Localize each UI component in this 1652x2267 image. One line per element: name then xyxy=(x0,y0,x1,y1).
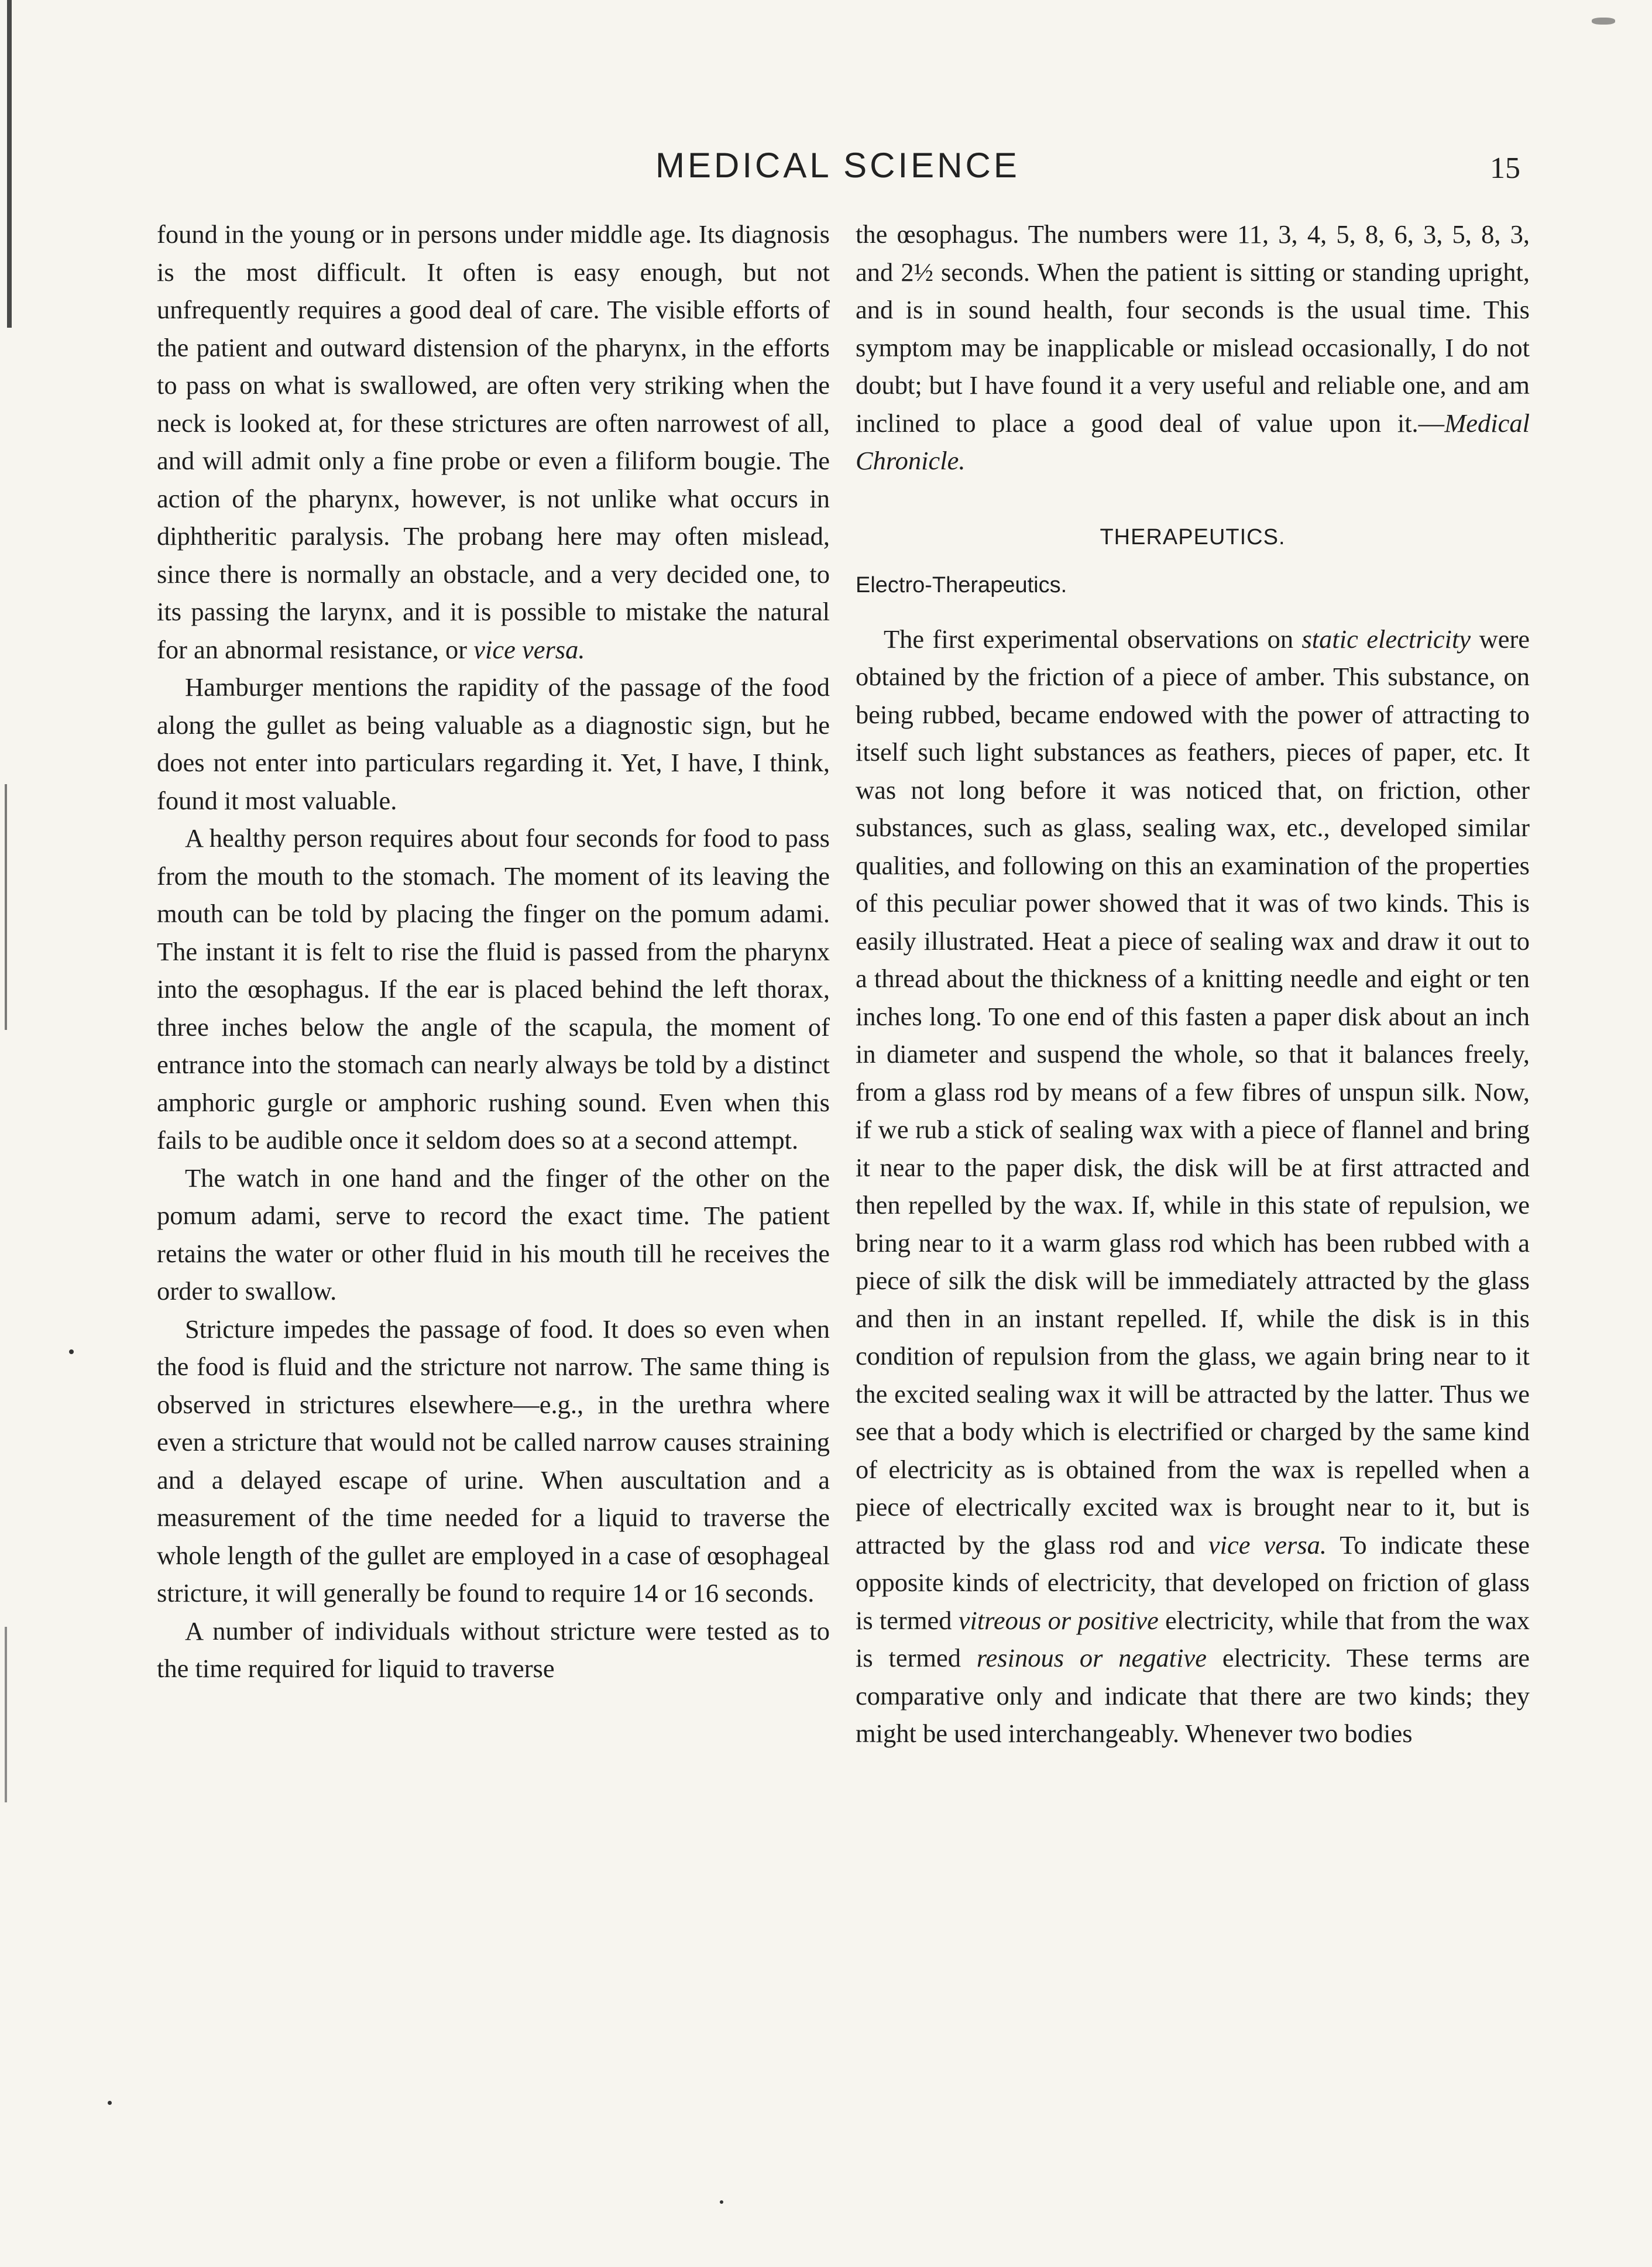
page-number: 15 xyxy=(1490,152,1520,185)
scan-speck xyxy=(1592,18,1615,25)
left-column xyxy=(157,215,830,1688)
paragraph: A healthy person requires about four seconds for food to pass from the mouth to the stomach. The moment of its leaving the mouth can be told by placing the finger on the pomum adami. The instant it is felt to rise the fluid is passed from the pharynx into the œsophagus. If the ear is placed behind the left thorax, three inches below the angle of the scapula, the moment of entrance into the stomach can nearly always be told by a distinct amphoric gurgle or amphoric rushing sound. Even when this fails to be audible once it seldom does so at a second attempt. xyxy=(157,823,830,1155)
paragraph-text: The first experimental observations on xyxy=(884,624,1294,654)
italic-phrase: vice versa. xyxy=(1208,1530,1327,1560)
right-column xyxy=(856,215,1530,1753)
italic-phrase: vice versa. xyxy=(473,634,585,664)
paragraph: Stricture impedes the passage of food. It does so even when the food is fluid and the stricture not narrow. The same thing is observed in strictures elsewhere—e.g., in the urethra where even a stricture that would not be called narrow causes straining and a delayed escape of urine. When auscultation and a measurement of the time needed for a liquid to traverse the whole length of the gullet are employed in a case of œsophageal stricture, it will generally be found to require 14 or 16 seconds. xyxy=(157,1314,830,1607)
section-heading: THERAPEUTICS. xyxy=(1100,524,1286,549)
page-header xyxy=(0,145,1652,192)
italic-phrase: vitreous or positive xyxy=(958,1605,1159,1635)
paragraph xyxy=(856,215,1530,480)
source-citation: Medical Chronicle. xyxy=(856,408,1530,475)
italic-phrase: static electricity xyxy=(1301,624,1471,654)
scan-speck xyxy=(108,2101,112,2105)
paragraph xyxy=(856,620,1530,1753)
scan-speck xyxy=(720,2200,723,2204)
scan-artifact xyxy=(5,1627,7,1802)
paragraph-text: To indicate these opposite kinds of electricity, that developed on friction of glass is termed xyxy=(856,1530,1530,1635)
paragraph xyxy=(157,215,830,668)
italic-phrase: resinous or negative xyxy=(976,1643,1207,1672)
paragraph-text: electricity, while that from the wax is termed xyxy=(856,1605,1530,1672)
paragraph-text: the œsophagus. The numbers were 11, 3, 4, 5, 8, 6, 3, 5, 8, 3, and 2½ seconds. When the patient is sitting or standing upright, and is in sound health, four seconds is the usual time. This symptom may be inapplicable or mislead occasionally, I do not doubt; but I have found it a very useful and reliable one, and am inclined to place a good deal of value upon it.— xyxy=(856,219,1530,438)
scan-speck xyxy=(69,1349,74,1354)
paragraph-text: electricity. These terms are comparative only and indicate that there are two kinds; they might be used interchangeably. Whenever two bodies xyxy=(856,1643,1530,1748)
paragraph-text: were obtained by the friction of a piece of amber. This substance, on being rubbed, became endowed with the power of attracting to itself such light substances as feathers, pieces of paper, etc. It was not long before it was noticed that, on friction, other substances, such as glass, sealing wax, etc., developed similar qualities, and following on this an examination of the properties of this peculiar power showed that it was of two kinds. This is easily illustrated. Heat a piece of sealing wax and draw it out to a thread about the thickness of a knitting needle and eight or ten inches long. To one end of this fasten a paper disk about an inch in diameter and suspend the whole, so that it balances freely, from a glass rod by means of a few fibres of unspun silk. Now, if we rub a stick of sealing wax with a piece of flannel and bring it near to the paper disk, the disk will be at first attracted and then repelled by the wax. If, while in this state of repulsion, we bring near to it a warm glass rod which has been rubbed with a piece of silk the disk will be immediately attracted by the glass and then in an instant repelled. If, while the disk is in this condition of repulsion from the glass, we again bring near to it the excited sealing wax it will be attracted by the latter. Thus we see that a body which is electrified or charged by the same kind of electricity as is obtained from the wax is repelled when a piece of electrically excited wax is brought near to it, but is attracted by the glass rod and xyxy=(856,624,1530,1560)
paragraph-text: found in the young or in persons under middle age. Its diagnosis is the most difficult. It often is easy enough, but not unfrequently requires a good deal of care. The visible efforts of the patient and outward distension of the pharynx, in the efforts to pass on what is swallowed, are often very striking when the neck is looked at, for these strictures are often narrowest of all, and will admit only a fine probe or even a filiform bougie. The action of the pharynx, however, is not unlike what occurs in diphtheritic paralysis. The probang here may often mislead, since there is normally an obstacle, and a very decided one, to its passing the larynx, and it is possible to mistake the natural for an abnormal resistance, or xyxy=(157,219,830,664)
scan-artifact xyxy=(5,784,7,1030)
paragraph: The watch in one hand and the finger of the other on the pomum adami, serve to record the exact time. The patient retains the water or other fluid in his mouth till he receives the order to swallow. xyxy=(157,1163,830,1306)
running-title: MEDICAL SCIENCE xyxy=(655,146,1020,185)
scan-edge xyxy=(0,0,25,2267)
paragraph: A number of individuals without stricture were tested as to the time required for liquid to traverse xyxy=(157,1616,830,1683)
paragraph: Hamburger mentions the rapidity of the passage of the food along the gullet as being valuable as a diagnostic sign, but he does not enter into particulars regarding it. Yet, I have, I think, found it most valuable. xyxy=(157,672,830,815)
subheading: Electro-Therapeutics. xyxy=(856,572,1067,597)
